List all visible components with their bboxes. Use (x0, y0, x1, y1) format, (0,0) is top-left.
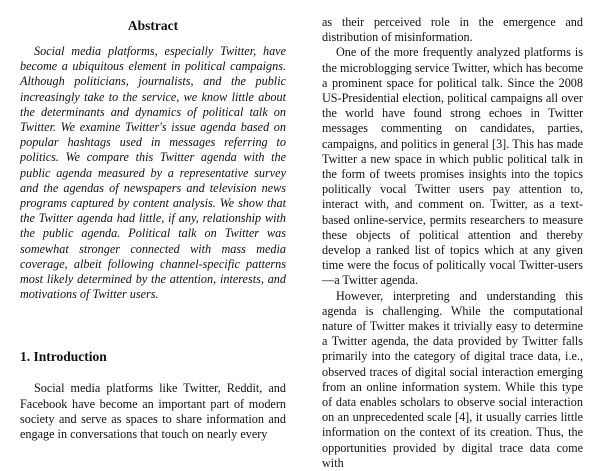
right-paragraph-1: as their perceived role in the emergence and distribution of misinformation. (322, 15, 583, 45)
abstract-title: Abstract (127, 18, 179, 33)
right-paragraph-3: However, interpreting and understanding this agenda is challenging. While the computational nature of Twitter makes it trivially easy to determine a Twitter agenda, the data provided by Twitter falls primarily into the category of digital trace data, i.e., observed traces of digital social interaction emerging from an online information system. While this type of data enables scholars to observe social interaction on an unprecedented scale [4], it usually carries little information on the context of its creation. Thus, the opportunities provided by digital trace data come with (322, 288, 583, 470)
right-column (322, 0, 583, 471)
introduction-paragraph: Social media platforms like Twitter, Reddit, and Facebook have become an important part of modern society and serve as spaces to share information and engage in conversations that touch on nearly every (20, 381, 286, 442)
abstract-text: Social media platforms, especially Twitter, have become a ubiquitous element in political campaigns. Although politicians, journalists, and the public increasingly take to the service, we know little about the determinants and dynamics of political talk on Twitter. We examine Twitter's issue agenda based on popular hashtags used in messages referring to politics. We compare this Twitter agenda with the public agenda measured by a representative survey and the agendas of newspapers and television news programs captured by content analysis. We show that the Twitter agenda had little, if any, relationship with the public agenda. Political talk on Twitter was somewhat stronger connected with mass media coverage, albeit following channel-specific patterns most likely determined by the attention, interests, and motivations of Twitter users. (20, 44, 286, 302)
left-column (20, 0, 286, 442)
introduction-heading: 1. Introduction (20, 349, 107, 365)
right-paragraph-2: One of the more frequently analyzed platforms is the microblogging service Twitter, which has become a prominent space for political talk. Since the 2008 US-Presidential election, political campaigns all over the world have found strong echoes in Twitter messages commenting on candidates, parties, campaigns, and politics in general [3]. This has made Twitter a new space in which public political talk in the form of tweets promises insights into the topics politically vocal Twitter users pay attention to, interact with, and comment on. Twitter, as a text-based online-service, permits researchers to measure these objects of political attention and thereby develop a ranked list of topics which at any given time were the focus of politically vocal Twitter-users—a Twitter agenda. (322, 45, 583, 288)
